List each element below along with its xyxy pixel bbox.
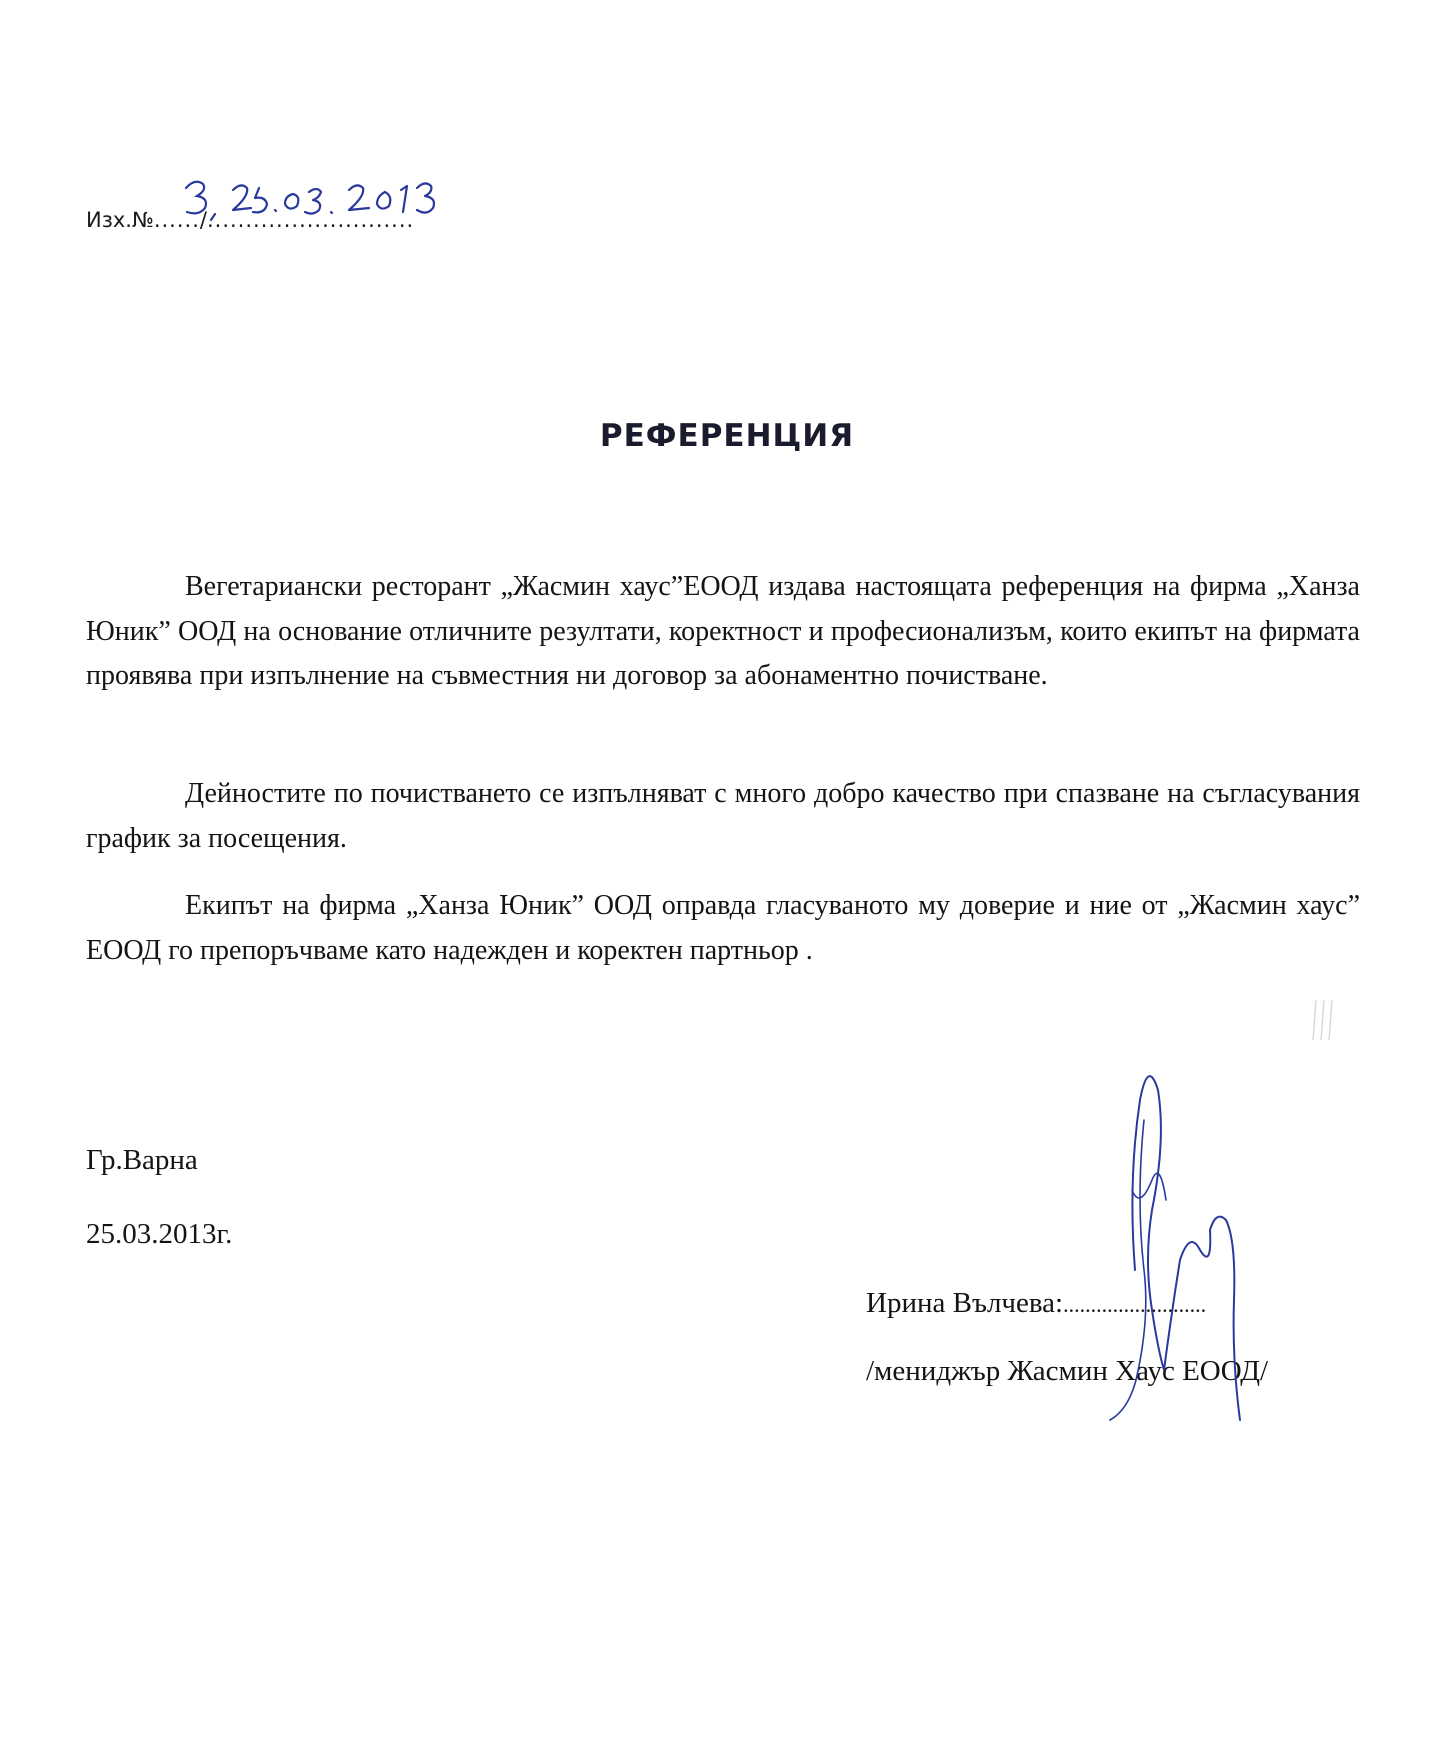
scan-artifact	[1310, 995, 1340, 1045]
handwritten-number	[186, 182, 206, 214]
signature-dots: ..........................	[1063, 1292, 1207, 1317]
outgoing-label: Изх.№	[86, 208, 154, 232]
place: Гр.Варна	[86, 1144, 198, 1176]
paragraph-3: Екипът на фирма „Ханза Юник” ООД оправда гласуваното му доверие и ние от „Жасмин хаус” ЕООД го препоръчваме като надежден и коректен партньор .	[86, 890, 1360, 966]
handwritten-date	[233, 183, 434, 213]
document-title: РЕФЕРЕНЦИЯ	[599, 418, 855, 454]
paragraph-1: Вегетариански ресторант „Жасмин хаус”ЕООД издава настоящата референция на фирма „Ханза Юник” ООД на основание отличните резултати, коректност и професионализъм, които екипът на фирмата проявява при изпълнение на съвместния ни договор за абонаментно почистване.	[86, 571, 1360, 691]
signer-position: /мениджър Жасмин Хаус ЕООД/	[866, 1355, 1269, 1387]
paragraph-2: Дейностите по почистването се изпълняват с много добро качество при спазване на съгласувания график за посещения.	[86, 778, 1360, 854]
separator: /	[199, 208, 207, 232]
number-dots: ......	[153, 208, 200, 232]
handwritten-number-and-date	[181, 168, 501, 228]
document-date: 25.03.2013г.	[86, 1218, 233, 1250]
signer-name: Ирина Вълчева:	[866, 1287, 1064, 1319]
handwritten-signature	[1040, 1060, 1300, 1430]
date-dots: ...........................	[206, 208, 415, 232]
